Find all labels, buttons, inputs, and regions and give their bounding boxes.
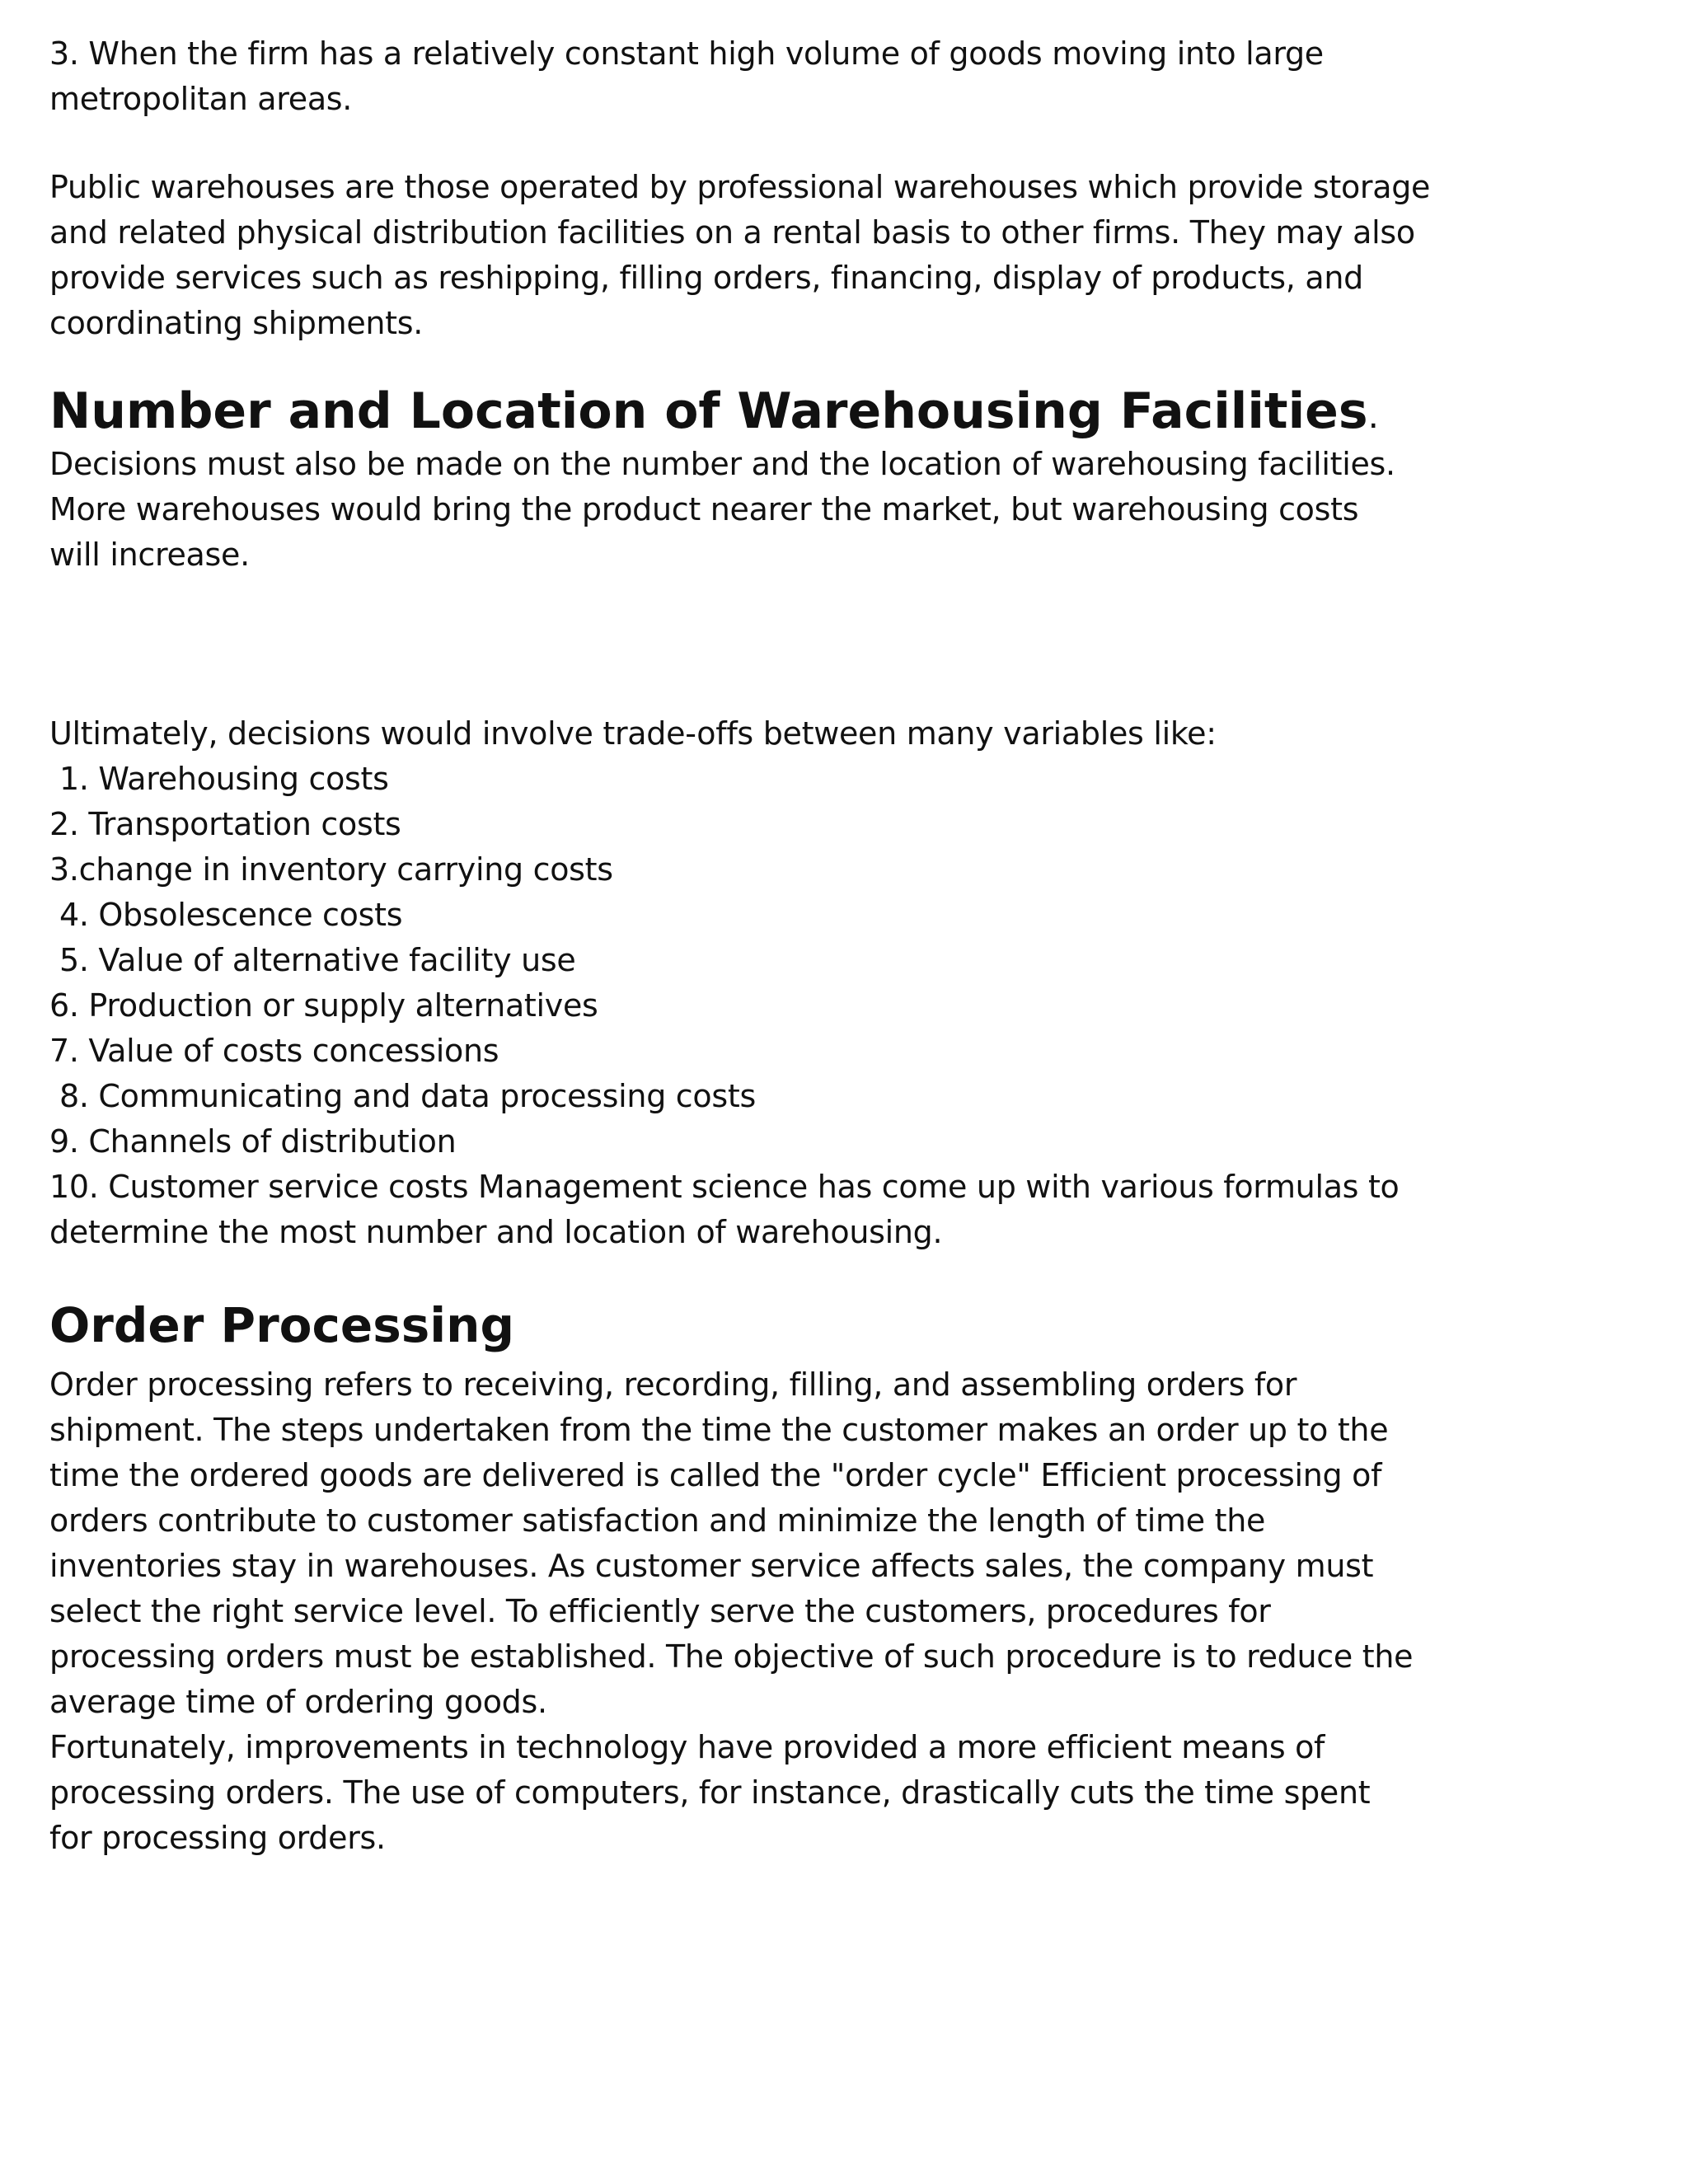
heading-text: Number and Location of Warehousing Facilities [49,382,1368,440]
list-item: 3.change in inventory carrying costs [49,851,613,888]
text-line: select the right service level. To efficiently serve the customers, procedures for [49,1593,1271,1629]
text-line: shipment. The steps undertaken from the time the customer makes an order up to the [49,1412,1389,1448]
text-line: 3. When the firm has a relatively constant high volume of goods moving into large [49,35,1324,72]
text-line: processing orders must be established. The objective of such procedure is to reduce the [49,1638,1414,1675]
text-line: Order processing refers to receiving, recording, filling, and assembling orders for [49,1366,1297,1403]
text-line: Fortunately, improvements in technology have provided a more efficient means of [49,1729,1325,1765]
text-line: average time of ordering goods. [49,1684,547,1720]
list-item: 5. Value of alternative facility use [59,942,576,978]
text-line: Decisions must also be made on the number and the location of warehousing facilities. [49,446,1395,482]
tradeoffs-lead: Ultimately, decisions would involve trade-offs between many variables like: [49,715,1217,752]
order-processing-paragraph-1 [49,1362,1500,1725]
text-line: More warehouses would bring the product nearer the market, but warehousing costs [49,491,1359,527]
text-line: provide services such as reshipping, filling orders, financing, display of products, and [49,260,1363,296]
document-page [49,31,1500,1861]
tradeoffs-list [49,757,1500,1255]
list-item: 9. Channels of distribution [49,1123,457,1160]
section-heading-number-location [49,382,1500,445]
text-line: will increase. [49,537,250,573]
list-item: 8. Communicating and data processing costs [59,1078,756,1114]
list-item: 7. Value of costs concessions [49,1033,499,1069]
order-processing-paragraph-2 [49,1725,1500,1861]
text-line: inventories stay in warehouses. As customer service affects sales, the company must [49,1548,1374,1584]
text-line: coordinating shipments. [49,305,424,341]
list-item: 2. Transportation costs [49,806,401,842]
text-line: orders contribute to customer satisfaction and minimize the length of time the [49,1502,1266,1539]
text-line: processing orders. The use of computers, for instance, drastically cuts the time spent [49,1774,1371,1811]
text-line: time the ordered goods are delivered is called the "order cycle" Efficient processing of [49,1457,1382,1493]
list-item: 1. Warehousing costs [59,761,389,797]
list-item: 4. Obsolescence costs [59,897,403,933]
text-line: and related physical distribution facilities on a rental basis to other firms. They may also [49,214,1415,251]
public-warehouses-paragraph [49,165,1500,346]
intro-list-item [49,31,1500,122]
section-heading-order-processing: Order Processing [49,1297,514,1353]
text-line: metropolitan areas. [49,81,353,117]
list-item: 6. Production or supply alternatives [49,987,598,1024]
heading-period: . [1367,396,1379,436]
text-line: Public warehouses are those operated by professional warehouses which provide storage [49,169,1431,205]
number-location-paragraph [49,442,1500,578]
text-line: determine the most number and location of warehousing. [49,1214,943,1250]
text-line: for processing orders. [49,1820,386,1856]
list-item: 10. Customer service costs Management science has come up with various formulas to [49,1169,1400,1205]
